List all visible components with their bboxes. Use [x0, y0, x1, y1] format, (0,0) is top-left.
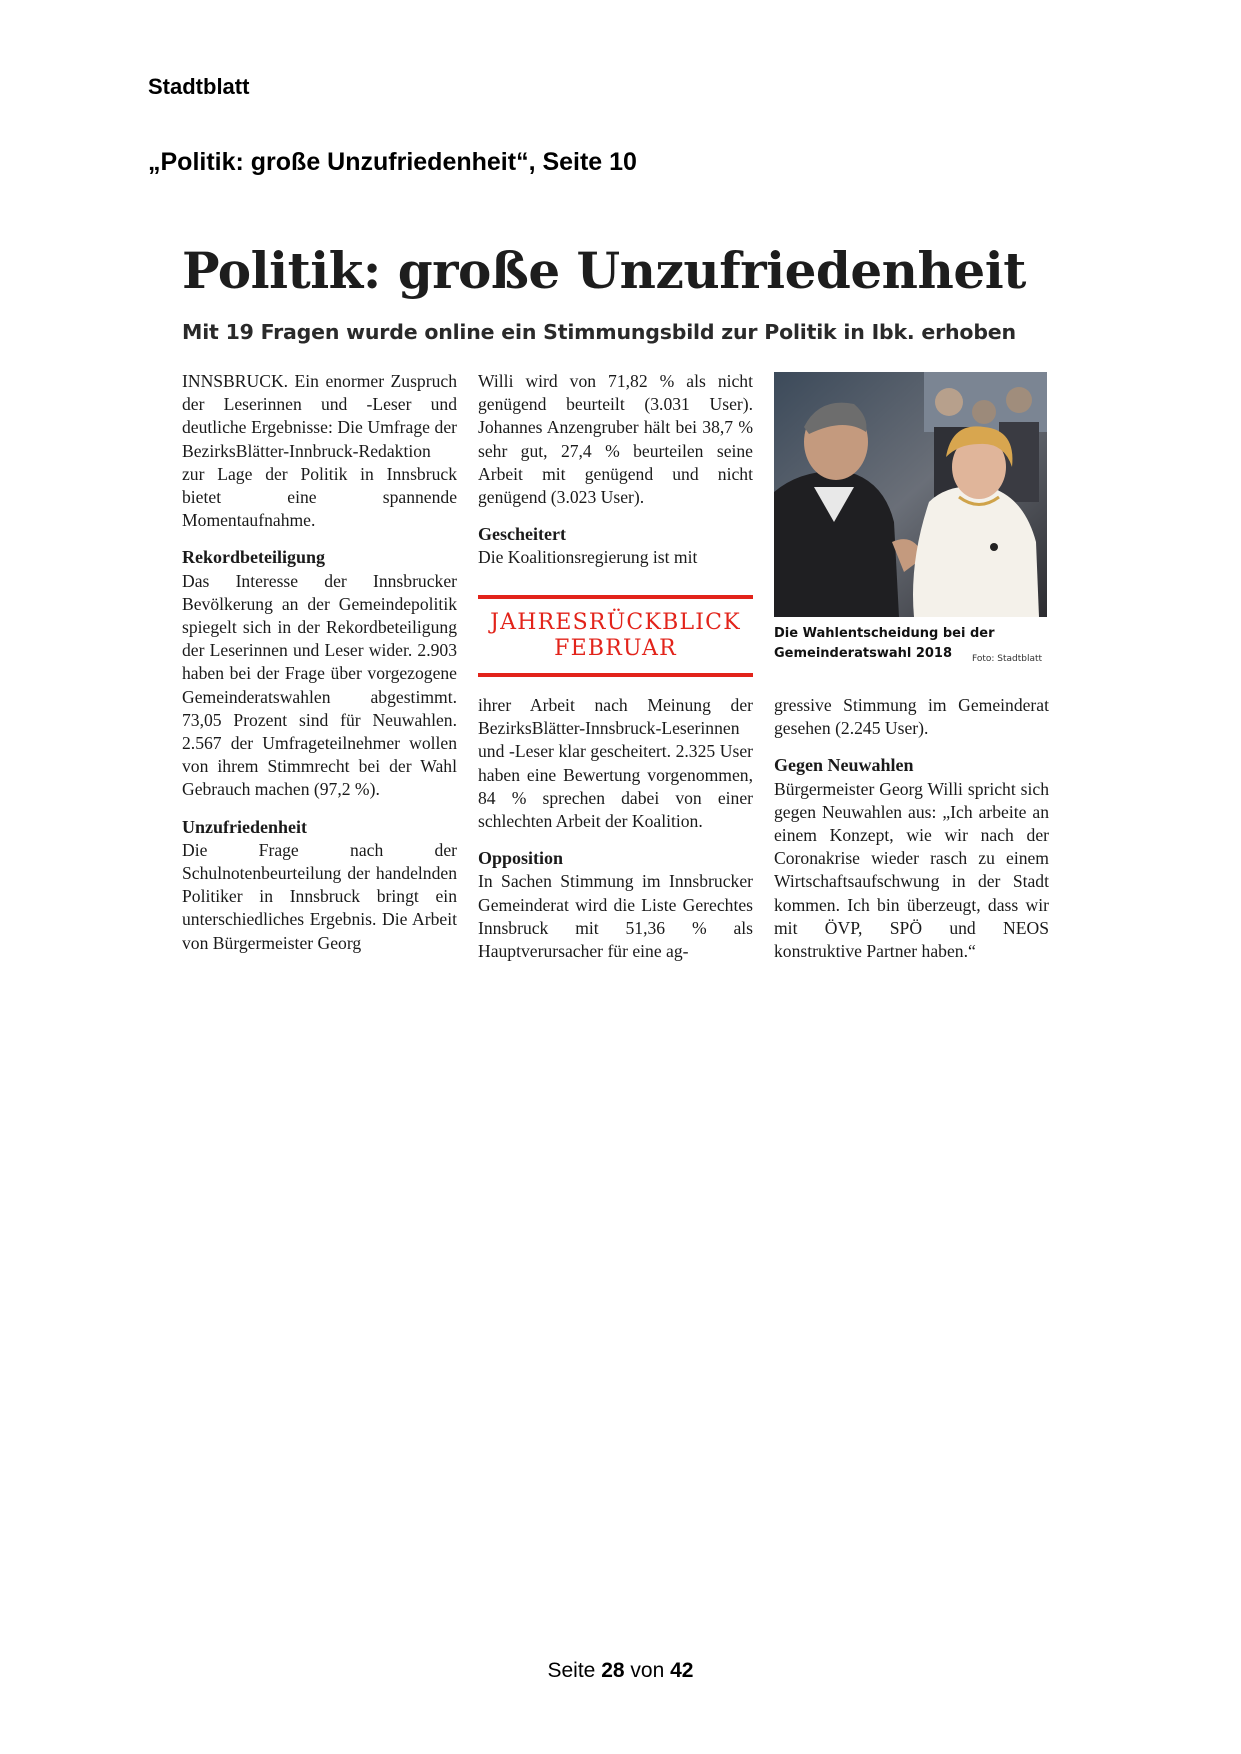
photo-illustration	[774, 372, 1047, 617]
article-paragraph: Bürgermeister Georg Willi spricht sich gegen Neuwahlen aus: „Ich arbeite an einem Konzept, wie wir nach der Coronakrise wieder rasch zu einem Wirtschaftsaufschwung in der Stadt kommen. Ich bin überzeugt, dass wir mit ÖVP, SPÖ und NEOS konstruktive Partner haben.“	[774, 778, 1049, 962]
footer-middle: von	[630, 1659, 665, 1682]
newspaper-clipping	[180, 240, 1052, 1000]
article-column-2-bottom	[478, 694, 753, 963]
banner-line-1: JAHRESRÜCKBLICK	[490, 610, 741, 635]
article-paragraph: Die Frage nach der Schulnotenbeurteilung der handelnden Politiker in Innsbruck bringt ein unterschiedliches Ergebnis. Die Arbeit von Bürgermeister Georg	[182, 839, 457, 953]
article-headline: Politik: große Unzufriedenheit	[182, 241, 1026, 300]
article-paragraph: Die Koalitionsregierung ist mit	[478, 547, 698, 568]
article-paragraph: In Sachen Stimmung im Innsbrucker Gemeinderat wird die Liste Gerechtes Innsbruck mit 51,36 % als Hauptverursacher für eine ag-	[478, 871, 753, 962]
article-subheadline: Mit 19 Fragen wurde online ein Stimmungsbild zur Politik in Ibk. erhoben	[182, 320, 1016, 344]
article-paragraph: ihrer Arbeit nach Meinung der BezirksBlätter-Innsbruck-Leserinnen und -Leser klar gescheitert. 2.325 User haben eine Bewertung vorgenommen, 84 % sprechen dabei von einer schlechten Arbeit der Koalition.	[478, 695, 753, 832]
article-column-2-top	[478, 370, 753, 570]
section-heading-gescheitert: Gescheitert	[478, 524, 566, 545]
article-intro: INNSBRUCK. Ein enormer Zuspruch der Leserinnen und -Leser und deutliche Ergebnisse: Die Umfrage der BezirksBlätter-Innbruck-Redaktion zur Lage der Politik in Innsbruck bietet eine spannende Momentaufnahme.	[182, 371, 457, 531]
footer-prefix: Seite	[547, 1659, 596, 1682]
section-heading-rekordbeteiligung: Rekordbeteiligung	[182, 547, 326, 568]
article-paragraph: Das Interesse der Innsbrucker Bevölkerung an der Gemeindepolitik spiegelt sich in der Rekordbeteiligung der Leserinnen und Leser wider. 2.903 haben bei der Frage über vorgezogene Gemeinderatswahlen abgestimmt. 73,05 Prozent sind für Neuwahlen. 2.567 der Umfrageteilnehmer wollen von ihrem Stimmrecht bei der Wahl Gebrauch machen (97,2 %).	[182, 570, 457, 800]
article-column-1	[182, 370, 457, 955]
source-label: Stadtblatt	[148, 74, 250, 99]
photo-credit: Foto: Stadtblatt	[972, 654, 1043, 664]
section-heading-opposition: Opposition	[478, 848, 564, 869]
article-paragraph: gressive Stimmung im Gemeinderat gesehen (2.245 User).	[774, 695, 1049, 739]
section-heading-gegen-neuwahlen: Gegen Neuwahlen	[774, 755, 914, 776]
article-paragraph: Willi wird von 71,82 % als nicht genügend beurteilt (3.031 User). Johannes Anzengruber hält bei 38,7 % sehr gut, 27,4 % beurteilen seine Arbeit mit genügend und nicht genügend (3.023 User).	[478, 371, 753, 508]
article-column-3-bottom	[774, 694, 1049, 963]
current-page-number: 28	[601, 1659, 625, 1682]
article-photo	[774, 372, 1047, 617]
article-reference: „Politik: große Unzufriedenheit“, Seite 10	[148, 148, 637, 176]
jahresrueckblick-banner	[478, 595, 753, 677]
photo-caption: Die Wahlentscheidung bei der Gemeinderatswahl 2018	[774, 626, 995, 661]
section-heading-unzufriedenheit: Unzufriedenheit	[182, 816, 307, 837]
banner-line-2: FEBRUAR	[554, 636, 677, 661]
page-footer	[0, 1659, 1241, 1683]
total-page-count: 42	[670, 1659, 694, 1682]
